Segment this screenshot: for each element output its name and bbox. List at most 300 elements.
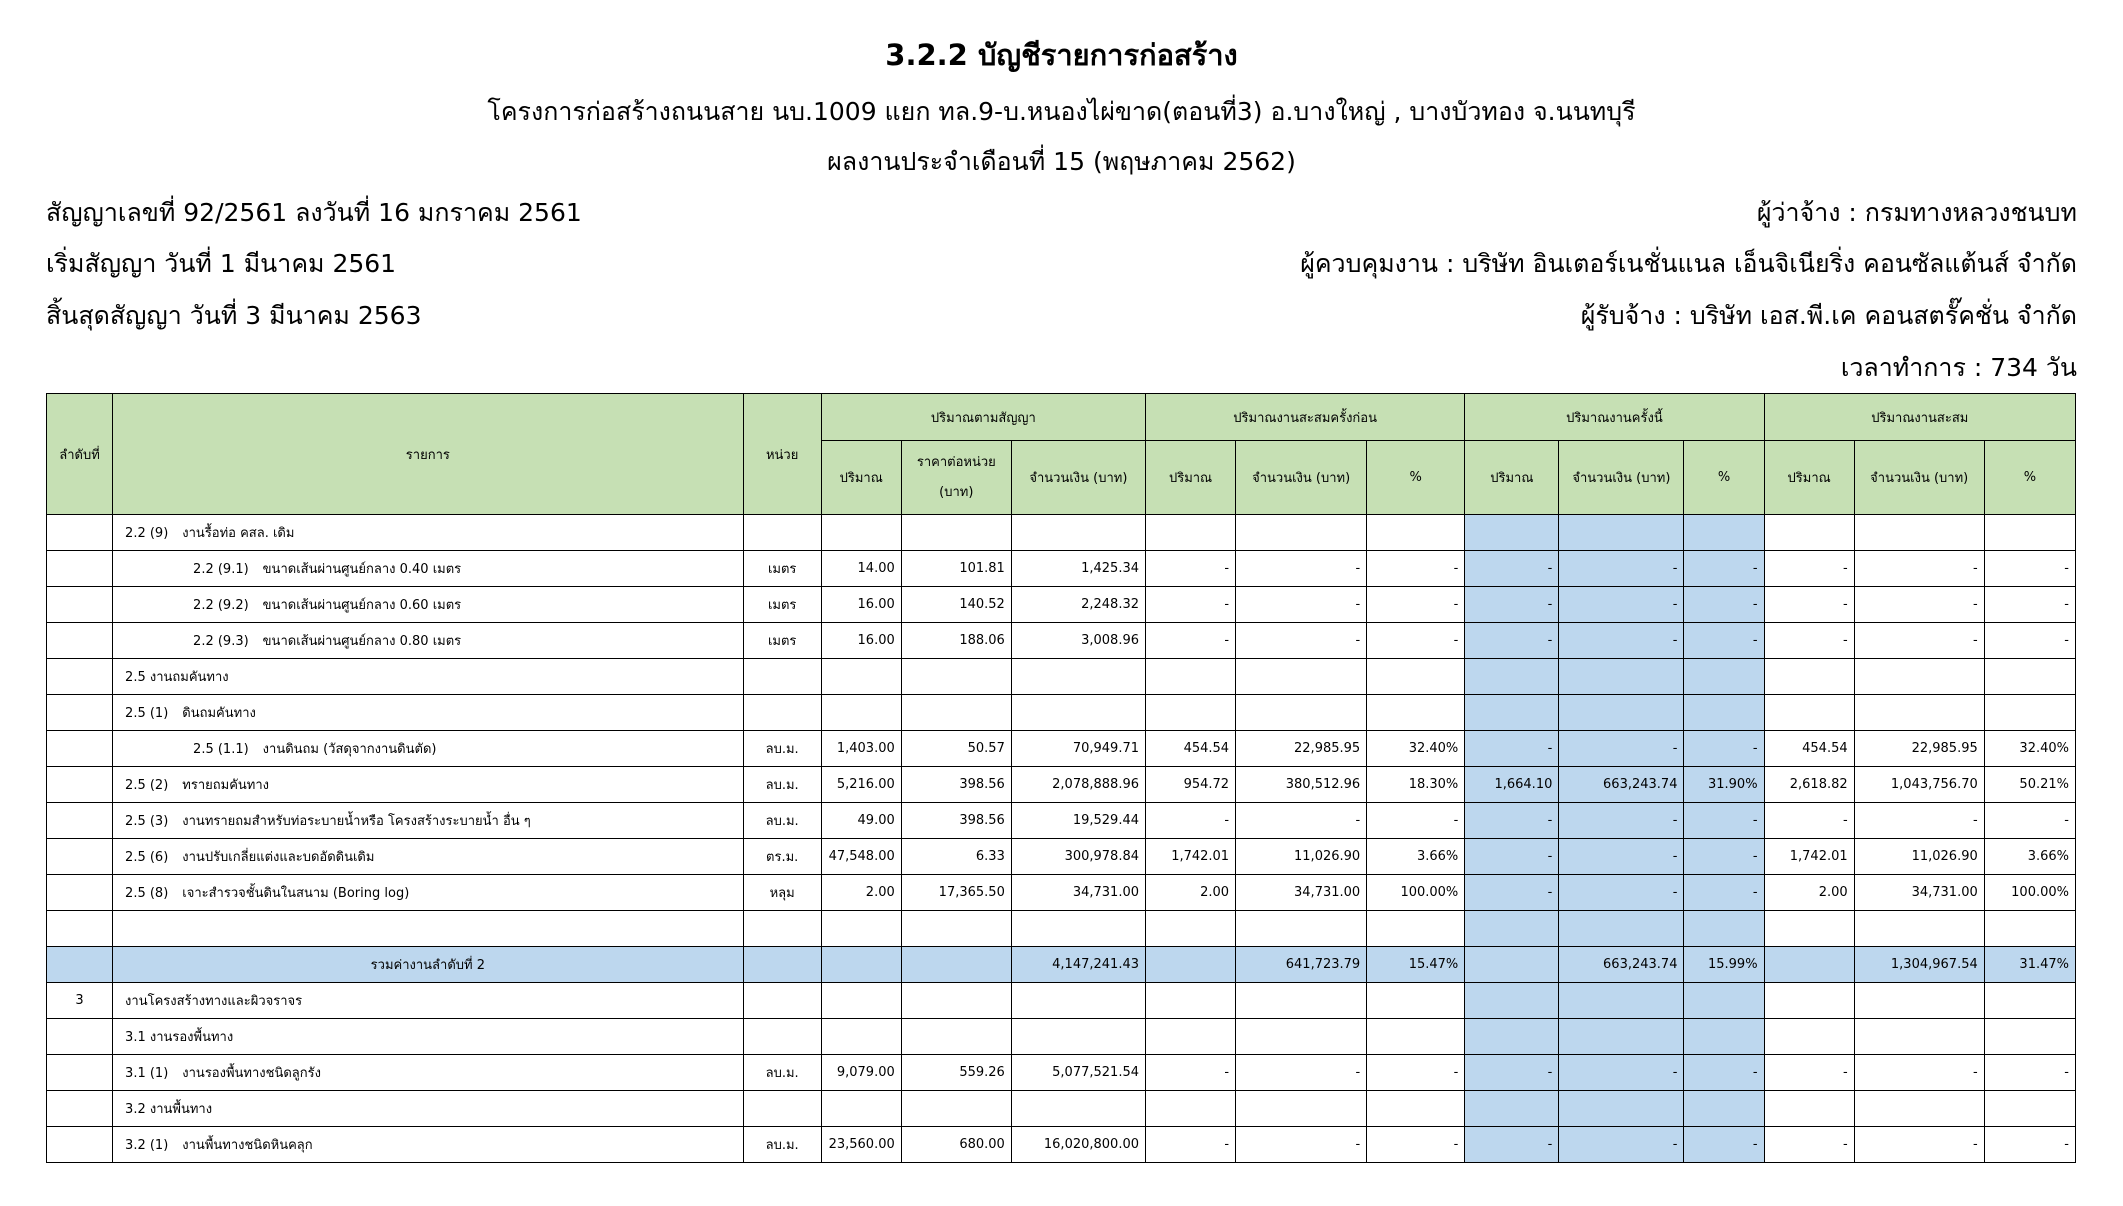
current-pct (1684, 1019, 1764, 1055)
contract-qty: 47,548.00 (821, 839, 901, 875)
contract-qty: 16.00 (821, 623, 901, 659)
previous-qty: 2.00 (1146, 875, 1236, 911)
item-code: 2.5 (1.1) (193, 742, 249, 757)
contract-qty: 14.00 (821, 551, 901, 587)
cumulative-pct: 50.21% (1984, 767, 2075, 803)
contract-qty: 2.00 (821, 875, 901, 911)
current-amount: - (1559, 1127, 1684, 1163)
contract-start: เริ่มสัญญา วันที่ 1 มีนาคม 2561 (46, 249, 397, 278)
item-description: 3.2 งานพื้นทาง (125, 1102, 213, 1117)
cumulative-pct (1984, 1019, 2075, 1055)
contract-unit-price: 188.06 (901, 623, 1011, 659)
cumulative-pct: 32.40% (1984, 731, 2075, 767)
item-code: 2.2 (9.2) (193, 598, 249, 613)
contract-amount (1011, 659, 1145, 695)
item-description: ขนาดเส้นผ่านศูนย์กลาง 0.60 เมตร (262, 598, 462, 613)
item-description: ทรายถมคันทาง (182, 778, 269, 793)
working-days: เวลาทำการ : 734 วัน (1840, 353, 2077, 382)
previous-pct: 18.30% (1367, 767, 1465, 803)
unit-cell: เมตร (743, 551, 821, 587)
col-unit: หน่วย (743, 394, 821, 515)
sub-unit-price: ราคาต่อหน่วย (บาท) (901, 441, 1011, 515)
previous-pct (1367, 695, 1465, 731)
cumulative-qty: - (1764, 587, 1854, 623)
table-row (47, 875, 2076, 911)
cumulative-amount (1854, 983, 1984, 1019)
contract-unit-price: 140.52 (901, 587, 1011, 623)
unit-cell: หลุม (743, 875, 821, 911)
item-cell (113, 1091, 744, 1127)
unit-cell (743, 695, 821, 731)
item-code: 2.2 (9.3) (193, 634, 249, 649)
total-cumulative-amount: 1,304,967.54 (1854, 947, 1984, 983)
cumulative-pct: 100.00% (1984, 875, 2075, 911)
cumulative-qty: - (1764, 623, 1854, 659)
contract-unit-price: 559.26 (901, 1055, 1011, 1091)
unit-cell: เมตร (743, 623, 821, 659)
document-title: 3.2.2 บัญชีรายการก่อสร้าง (885, 38, 1238, 72)
cumulative-pct: - (1984, 551, 2075, 587)
total-label: รวมค่างานลำดับที่ 2 (113, 947, 744, 983)
unit-cell (743, 983, 821, 1019)
contract-number: สัญญาเลขที่ 92/2561 ลงวันที่ 16 มกราคม 2561 (46, 198, 582, 227)
item-description: งานพื้นทางชนิดหินคลุก (182, 1138, 313, 1153)
current-qty: - (1465, 803, 1559, 839)
previous-qty: - (1146, 623, 1236, 659)
contract-unit-price (901, 659, 1011, 695)
previous-qty (1146, 983, 1236, 1019)
previous-amount: - (1236, 587, 1367, 623)
table-body-section-2 (47, 515, 2076, 947)
item-cell (113, 515, 744, 551)
seq-cell (47, 1127, 113, 1163)
group-previous: ปริมาณงานสะสมครั้งก่อน (1146, 394, 1465, 441)
employer: ผู้ว่าจ้าง : กรมทางหลวงชนบท (1756, 198, 2077, 227)
contract-amount (1011, 983, 1145, 1019)
previous-qty (1146, 659, 1236, 695)
current-pct: - (1684, 839, 1764, 875)
table-row (47, 839, 2076, 875)
current-amount: - (1559, 587, 1684, 623)
previous-amount (1236, 695, 1367, 731)
previous-amount: 11,026.90 (1236, 839, 1367, 875)
cumulative-amount: - (1854, 623, 1984, 659)
item-description: งานทรายถมสำหรับท่อระบายน้ำหรือ โครงสร้างระบายน้ำ อื่น ๆ (182, 814, 531, 829)
cumulative-pct: 3.66% (1984, 839, 2075, 875)
item-cell (113, 983, 744, 1019)
unit-cell (743, 911, 821, 947)
cumulative-qty: - (1764, 551, 1854, 587)
item-description: งานรองพื้นทางชนิดลูกรัง (182, 1066, 321, 1081)
seq-cell (47, 659, 113, 695)
seq-cell (47, 803, 113, 839)
contract-amount (1011, 1019, 1145, 1055)
previous-qty (1146, 695, 1236, 731)
table-row (47, 623, 2076, 659)
unit-cell (743, 1019, 821, 1055)
previous-pct: 100.00% (1367, 875, 1465, 911)
cumulative-amount: 11,026.90 (1854, 839, 1984, 875)
previous-pct: - (1367, 623, 1465, 659)
unit-cell: ลบ.ม. (743, 803, 821, 839)
seq-cell (47, 839, 113, 875)
item-cell (113, 623, 744, 659)
current-amount: - (1559, 839, 1684, 875)
previous-pct (1367, 1091, 1465, 1127)
previous-pct (1367, 911, 1465, 947)
contract-qty: 5,216.00 (821, 767, 901, 803)
cumulative-qty (1764, 515, 1854, 551)
contract-amount: 34,731.00 (1011, 875, 1145, 911)
table-row (47, 911, 2076, 947)
unit-cell (743, 1091, 821, 1127)
previous-qty (1146, 911, 1236, 947)
current-qty: 1,664.10 (1465, 767, 1559, 803)
contract-unit-price (901, 695, 1011, 731)
cumulative-amount: - (1854, 1055, 1984, 1091)
table-row (47, 659, 2076, 695)
previous-qty: 954.72 (1146, 767, 1236, 803)
sub-amount: จำนวนเงิน (บาท) (1854, 441, 1984, 515)
item-code: 2.5 (1) (125, 706, 169, 721)
cumulative-qty: - (1764, 1127, 1854, 1163)
current-amount (1559, 695, 1684, 731)
contract-unit-price: 101.81 (901, 551, 1011, 587)
unit-cell (743, 659, 821, 695)
unit-cell: ลบ.ม. (743, 1055, 821, 1091)
current-qty (1465, 515, 1559, 551)
contract-unit-price: 6.33 (901, 839, 1011, 875)
sub-qty: ปริมาณ (1764, 441, 1854, 515)
cumulative-qty (1764, 1091, 1854, 1127)
unit-cell: ลบ.ม. (743, 1127, 821, 1163)
current-pct (1684, 911, 1764, 947)
current-amount: - (1559, 1055, 1684, 1091)
current-pct: - (1684, 587, 1764, 623)
col-item: รายการ (113, 394, 744, 515)
total-contract-amount: 4,147,241.43 (1011, 947, 1145, 983)
item-description: งานปรับเกลี่ยแต่งและบดอัดดินเดิม (182, 850, 375, 865)
cumulative-qty (1764, 659, 1854, 695)
current-pct: - (1684, 731, 1764, 767)
cumulative-amount (1854, 659, 1984, 695)
total-current-pct: 15.99% (1684, 947, 1764, 983)
cumulative-amount: 1,043,756.70 (1854, 767, 1984, 803)
table-body-section-3 (47, 983, 2076, 1163)
previous-pct: - (1367, 587, 1465, 623)
table-row (47, 1055, 2076, 1091)
sub-amount: จำนวนเงิน (บาท) (1011, 441, 1145, 515)
seq-cell (47, 1055, 113, 1091)
cumulative-qty: 1,742.01 (1764, 839, 1854, 875)
current-qty (1465, 695, 1559, 731)
current-pct (1684, 515, 1764, 551)
item-code: 2.2 (9) (125, 526, 169, 541)
current-amount (1559, 983, 1684, 1019)
contract-qty: 23,560.00 (821, 1127, 901, 1163)
table-row (47, 551, 2076, 587)
previous-amount: 22,985.95 (1236, 731, 1367, 767)
cumulative-qty: 2,618.82 (1764, 767, 1854, 803)
item-cell (113, 659, 744, 695)
contractor: ผู้รับจ้าง : บริษัท เอส.พี.เค คอนสตรั๊คชั่น จำกัด (1580, 301, 2077, 330)
contract-amount: 19,529.44 (1011, 803, 1145, 839)
sub-amount: จำนวนเงิน (บาท) (1236, 441, 1367, 515)
contract-amount: 2,248.32 (1011, 587, 1145, 623)
cumulative-qty (1764, 695, 1854, 731)
item-cell (113, 695, 744, 731)
previous-pct: - (1367, 551, 1465, 587)
current-qty (1465, 1019, 1559, 1055)
project-name: โครงการก่อสร้างถนนสาย นบ.1009 แยก ทล.9-บ.หนองไผ่ขาด(ตอนที่3) อ.บางใหญ่ , บางบัวทอง จ.นนทบุรี (487, 97, 1636, 126)
item-cell (113, 1019, 744, 1055)
current-qty: - (1465, 1127, 1559, 1163)
previous-amount (1236, 911, 1367, 947)
contract-amount: 16,020,800.00 (1011, 1127, 1145, 1163)
current-qty: - (1465, 839, 1559, 875)
previous-amount: - (1236, 551, 1367, 587)
current-amount: - (1559, 875, 1684, 911)
previous-amount (1236, 1091, 1367, 1127)
item-cell (113, 731, 744, 767)
item-cell (113, 767, 744, 803)
item-code: 3.2 (1) (125, 1138, 169, 1153)
cumulative-amount: - (1854, 587, 1984, 623)
current-amount (1559, 515, 1684, 551)
current-qty: - (1465, 587, 1559, 623)
current-pct (1684, 1091, 1764, 1127)
table-row (47, 1127, 2076, 1163)
seq-cell (47, 875, 113, 911)
table-row (47, 803, 2076, 839)
contract-end: สิ้นสุดสัญญา วันที่ 3 มีนาคม 2563 (46, 301, 422, 330)
item-cell (113, 911, 744, 947)
current-pct: 31.90% (1684, 767, 1764, 803)
unit-cell: ลบ.ม. (743, 767, 821, 803)
cumulative-pct (1984, 515, 2075, 551)
item-description: 3.1 งานรองพื้นทาง (125, 1030, 234, 1045)
current-pct (1684, 695, 1764, 731)
item-description: ขนาดเส้นผ่านศูนย์กลาง 0.40 เมตร (262, 562, 462, 577)
boq-table (46, 393, 2076, 1163)
contract-qty: 9,079.00 (821, 1055, 901, 1091)
sub-pct: % (1367, 441, 1465, 515)
current-qty: - (1465, 875, 1559, 911)
cumulative-pct: - (1984, 803, 2075, 839)
item-code: 2.5 (2) (125, 778, 169, 793)
contract-qty: 1,403.00 (821, 731, 901, 767)
table-total (47, 947, 2076, 983)
table-row (47, 1019, 2076, 1055)
contract-qty (821, 983, 901, 1019)
seq-cell (47, 515, 113, 551)
current-pct: - (1684, 1127, 1764, 1163)
current-pct (1684, 983, 1764, 1019)
previous-amount (1236, 659, 1367, 695)
col-seq: ลำดับที่ (47, 394, 113, 515)
item-description: งานรื้อท่อ คสล. เดิม (182, 526, 295, 541)
cumulative-pct: - (1984, 1055, 2075, 1091)
contract-amount (1011, 515, 1145, 551)
group-current: ปริมาณงานครั้งนี้ (1465, 394, 1764, 441)
contract-unit-price (901, 1019, 1011, 1055)
cumulative-pct (1984, 1091, 2075, 1127)
seq-cell (47, 911, 113, 947)
cumulative-amount (1854, 1091, 1984, 1127)
seq-cell (47, 587, 113, 623)
contract-unit-price (901, 983, 1011, 1019)
seq-cell (47, 623, 113, 659)
sub-qty: ปริมาณ (821, 441, 901, 515)
contract-qty (821, 911, 901, 947)
current-qty (1465, 1091, 1559, 1127)
contract-amount: 5,077,521.54 (1011, 1055, 1145, 1091)
report-period: ผลงานประจำเดือนที่ 15 (พฤษภาคม 2562) (827, 147, 1296, 176)
previous-pct: - (1367, 1127, 1465, 1163)
contract-qty (821, 695, 901, 731)
cumulative-qty: 2.00 (1764, 875, 1854, 911)
previous-amount (1236, 1019, 1367, 1055)
item-description: เจาะสำรวจชั้นดินในสนาม (Boring log) (182, 886, 410, 901)
cumulative-pct (1984, 911, 2075, 947)
seq-cell (47, 767, 113, 803)
current-amount (1559, 911, 1684, 947)
current-qty: - (1465, 551, 1559, 587)
seq-cell (47, 1091, 113, 1127)
previous-qty (1146, 515, 1236, 551)
previous-pct: 32.40% (1367, 731, 1465, 767)
previous-pct (1367, 983, 1465, 1019)
current-qty: - (1465, 1055, 1559, 1091)
contract-unit-price: 680.00 (901, 1127, 1011, 1163)
current-pct (1684, 659, 1764, 695)
contract-unit-price: 50.57 (901, 731, 1011, 767)
cumulative-amount (1854, 911, 1984, 947)
item-cell (113, 551, 744, 587)
current-amount (1559, 659, 1684, 695)
contract-qty (821, 659, 901, 695)
item-cell (113, 839, 744, 875)
total-current-amount: 663,243.74 (1559, 947, 1684, 983)
cumulative-pct (1984, 983, 2075, 1019)
table-row (47, 515, 2076, 551)
current-pct: - (1684, 623, 1764, 659)
item-code: 2.2 (9.1) (193, 562, 249, 577)
contract-amount: 3,008.96 (1011, 623, 1145, 659)
current-amount: 663,243.74 (1559, 767, 1684, 803)
cumulative-qty (1764, 1019, 1854, 1055)
cumulative-pct: - (1984, 623, 2075, 659)
current-qty: - (1465, 731, 1559, 767)
cumulative-amount: - (1854, 1127, 1984, 1163)
item-code: 2.5 (8) (125, 886, 169, 901)
contract-amount: 1,425.34 (1011, 551, 1145, 587)
sub-amount: จำนวนเงิน (บาท) (1559, 441, 1684, 515)
total-row (47, 947, 2076, 983)
cumulative-amount: - (1854, 551, 1984, 587)
unit-cell: เมตร (743, 587, 821, 623)
total-previous-amount: 641,723.79 (1236, 947, 1367, 983)
seq-cell (47, 1019, 113, 1055)
previous-qty: - (1146, 587, 1236, 623)
contract-amount (1011, 695, 1145, 731)
table-row (47, 695, 2076, 731)
previous-amount: - (1236, 623, 1367, 659)
item-code: 2.5 (6) (125, 850, 169, 865)
item-description: 2.5 งานถมคันทาง (125, 670, 229, 685)
previous-pct: - (1367, 1055, 1465, 1091)
previous-pct: - (1367, 803, 1465, 839)
table-row (47, 983, 2076, 1019)
sub-pct: % (1984, 441, 2075, 515)
item-cell (113, 875, 744, 911)
contract-unit-price (901, 1091, 1011, 1127)
previous-qty: - (1146, 551, 1236, 587)
item-description: ดินถมคันทาง (182, 706, 256, 721)
current-amount (1559, 1091, 1684, 1127)
unit-cell (743, 515, 821, 551)
current-amount: - (1559, 803, 1684, 839)
current-pct: - (1684, 1055, 1764, 1091)
previous-qty: - (1146, 1127, 1236, 1163)
previous-amount (1236, 515, 1367, 551)
previous-pct: 3.66% (1367, 839, 1465, 875)
current-pct: - (1684, 875, 1764, 911)
item-code: 2.5 (3) (125, 814, 169, 829)
cumulative-amount: 22,985.95 (1854, 731, 1984, 767)
previous-pct (1367, 659, 1465, 695)
contract-unit-price: 17,365.50 (901, 875, 1011, 911)
item-description: ขนาดเส้นผ่านศูนย์กลาง 0.80 เมตร (262, 634, 462, 649)
total-previous-pct: 15.47% (1367, 947, 1465, 983)
previous-qty (1146, 1019, 1236, 1055)
cumulative-pct (1984, 659, 2075, 695)
group-cumulative: ปริมาณงานสะสม (1764, 394, 2075, 441)
item-cell (113, 1127, 744, 1163)
item-description: งานโครงสร้างทางและผิวจราจร (125, 994, 303, 1009)
current-qty (1465, 659, 1559, 695)
seq-cell (47, 695, 113, 731)
unit-cell: ลบ.ม. (743, 731, 821, 767)
table-row (47, 587, 2076, 623)
seq-cell (47, 731, 113, 767)
sub-pct: % (1684, 441, 1764, 515)
seq-cell: 3 (47, 983, 113, 1019)
table-row (47, 767, 2076, 803)
previous-amount: 34,731.00 (1236, 875, 1367, 911)
contract-unit-price: 398.56 (901, 767, 1011, 803)
supervisor: ผู้ควบคุมงาน : บริษัท อินเตอร์เนชั่นแนล เอ็นจิเนียริ่ง คอนซัลแต้นส์ จำกัด (1300, 249, 2077, 278)
unit-cell: ตร.ม. (743, 839, 821, 875)
contract-amount: 300,978.84 (1011, 839, 1145, 875)
cumulative-qty (1764, 983, 1854, 1019)
current-qty (1465, 911, 1559, 947)
seq-cell (47, 551, 113, 587)
previous-pct (1367, 515, 1465, 551)
current-qty: - (1465, 623, 1559, 659)
current-amount: - (1559, 551, 1684, 587)
cumulative-amount: 34,731.00 (1854, 875, 1984, 911)
current-qty (1465, 983, 1559, 1019)
item-cell (113, 803, 744, 839)
table-row (47, 731, 2076, 767)
total-cumulative-pct: 31.47% (1984, 947, 2075, 983)
contract-qty (821, 1091, 901, 1127)
sub-qty: ปริมาณ (1465, 441, 1559, 515)
previous-qty: 454.54 (1146, 731, 1236, 767)
contract-qty: 16.00 (821, 587, 901, 623)
cumulative-qty: 454.54 (1764, 731, 1854, 767)
